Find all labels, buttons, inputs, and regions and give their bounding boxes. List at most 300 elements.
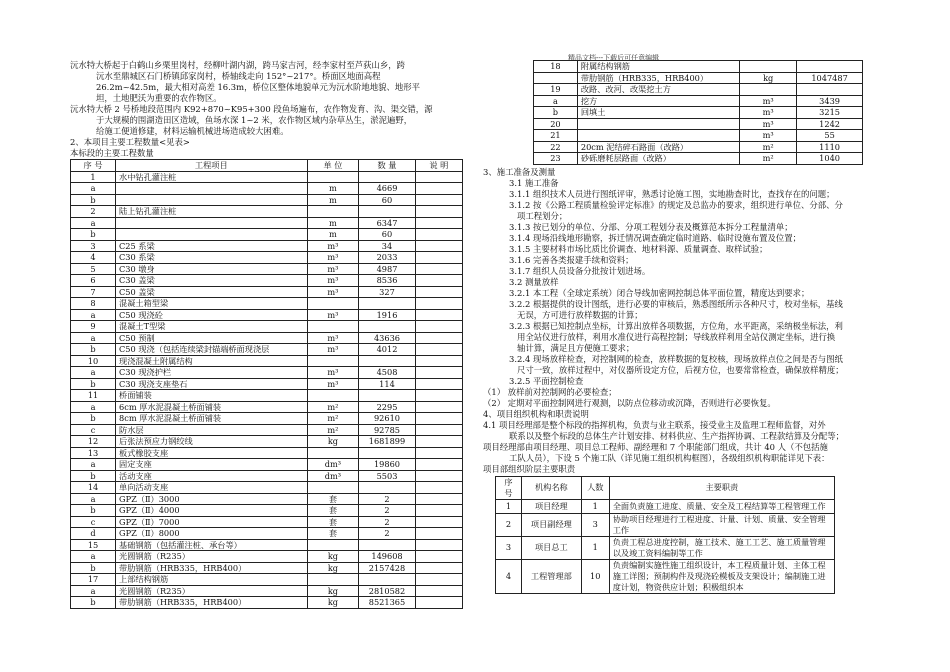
- table-cell: 1242: [797, 118, 863, 130]
- table-cell: 2: [359, 493, 415, 505]
- table-cell: 4508: [359, 367, 415, 379]
- page-header: 精品文档---下载后可任意编辑: [568, 54, 660, 62]
- table-cell: 60: [359, 229, 415, 241]
- text-line: 3.1.7 组织人员设备分批按计划进场。: [509, 265, 651, 276]
- table-cell: [415, 206, 462, 218]
- table-cell: 12: [71, 436, 116, 448]
- table-row: [71, 217, 463, 229]
- table-cell: 8: [71, 298, 116, 310]
- table-row: [71, 194, 463, 206]
- table-cell: b: [71, 378, 116, 390]
- table-cell: [415, 171, 462, 183]
- table-row: [71, 378, 463, 390]
- table-cell: 3439: [797, 95, 863, 107]
- table-cell: m²: [740, 153, 797, 165]
- table-cell: 8cm 厚水泥混凝土桥面铺装: [116, 413, 307, 425]
- table-cell: [116, 183, 307, 195]
- table-cell: C30 现浇支座垫石: [116, 378, 307, 390]
- table-cell: 6347: [359, 217, 415, 229]
- table-cell: [415, 240, 462, 252]
- intro-text: [70, 60, 465, 159]
- table-cell: 23: [534, 153, 578, 165]
- column-header: 主要职责: [609, 476, 834, 499]
- table-cell: m³: [307, 263, 359, 275]
- text-line: 项目部组织阶层主要职责: [483, 463, 576, 474]
- table-cell: [359, 298, 415, 310]
- table-cell: [415, 539, 462, 551]
- table-cell: 6: [71, 275, 116, 287]
- right-column: [483, 60, 883, 594]
- table-cell: a: [71, 183, 116, 195]
- table-row: [71, 309, 463, 321]
- table-cell: kg: [307, 551, 359, 563]
- table-row: [71, 321, 463, 333]
- table-cell: 8536: [359, 275, 415, 287]
- text-line: 用全站仪进行放样，利用水准仪进行高程控制；导线放样利用全站仪测定坐标，进行换: [517, 331, 836, 342]
- text-line: 沅水至鼎城区石门桥镇邱家岗村，桥轴线走向 152°~217°。桥面区地面高程: [96, 71, 381, 81]
- table-cell: m³: [307, 344, 359, 356]
- table-row: [71, 367, 463, 379]
- table-cell: b: [71, 344, 116, 356]
- table-cell: b: [71, 470, 116, 482]
- table-cell: GPZ（Ⅱ）7000: [116, 516, 307, 528]
- text-line: 2、本项目主要工程数量<见表>: [70, 137, 190, 147]
- table-cell: 挖方: [577, 95, 739, 107]
- table-cell: [307, 390, 359, 402]
- table-cell: c: [71, 424, 116, 436]
- table-cell: C30 现浇护栏: [116, 367, 307, 379]
- table-row: [534, 130, 863, 142]
- table-cell: 10: [71, 355, 116, 367]
- table-cell: m: [307, 217, 359, 229]
- table-cell: 带肋钢筋（HRB335，HRB400）: [577, 72, 739, 84]
- table-cell: m: [307, 194, 359, 206]
- table-cell: 22: [534, 141, 578, 153]
- table-cell: [415, 263, 462, 275]
- text-line: 3.1.4 现场沿线地形勘察，拆迁情况调查确定临时道路、临时设施布置及位置；: [509, 232, 801, 243]
- table-cell: 1681899: [359, 436, 415, 448]
- table-cell: 1: [71, 171, 116, 183]
- table-cell: 20: [534, 118, 578, 130]
- table-cell: 固定支座: [116, 459, 307, 471]
- table-row: [534, 107, 863, 119]
- table-cell: C50 现浇砼: [116, 309, 307, 321]
- table-cell: C50 现浇（包括连续梁封锚端桥面现浇层: [116, 344, 307, 356]
- table-cell: a: [71, 401, 116, 413]
- table-cell: kg: [307, 562, 359, 574]
- table-cell: b: [71, 562, 116, 574]
- table-row: [71, 206, 463, 218]
- table-cell: 14: [71, 482, 116, 494]
- table-cell: [415, 378, 462, 390]
- table-cell: kg: [307, 585, 359, 597]
- table-cell: b: [71, 229, 116, 241]
- table-cell: 套: [307, 528, 359, 540]
- table-cell: C30 系梁: [116, 252, 307, 264]
- table-cell: [415, 298, 462, 310]
- table-cell: 项目经理: [521, 499, 581, 513]
- table-row: [71, 298, 463, 310]
- table-cell: 1040: [797, 153, 863, 165]
- table-row: [534, 118, 863, 130]
- column-header: 人数: [581, 476, 609, 499]
- table-cell: C50 预制: [116, 332, 307, 344]
- left-column: [70, 60, 465, 609]
- text-line: 26.2m~42.5m，最大相对高差 16.3m，桥位区整体地貌单元为沅水阶地地貌、地形平: [96, 82, 420, 92]
- table-cell: [307, 447, 359, 459]
- table-cell: [577, 118, 739, 130]
- text-line: 4、项目组织机构和职责说明: [483, 408, 589, 419]
- table-cell: 2157428: [359, 562, 415, 574]
- table-row: [71, 482, 463, 494]
- table-cell: [359, 447, 415, 459]
- text-line: 3.2.2 根据提供的设计图纸，进行必要的审核后，熟悉图纸所示各种尺寸，校对坐标，基线: [509, 298, 843, 309]
- table-row: [71, 447, 463, 459]
- table-cell: 4012: [359, 344, 415, 356]
- table-row: [71, 597, 463, 609]
- table-row: [71, 459, 463, 471]
- table-cell: m: [307, 183, 359, 195]
- table-cell: [415, 321, 462, 333]
- table-cell: [307, 355, 359, 367]
- table-cell: 负责编制实施性施工组织设计，本工程质量计划、主体工程施工详图；预制构件及现浇砼模板及支架设计；编制施工进度计划，物资供应计划；积极组织本: [609, 559, 834, 593]
- table-cell: [415, 562, 462, 574]
- table-cell: 协助项目经理进行工程进度、计量、计划、质量、安全管理工作: [609, 513, 834, 536]
- table-cell: 现浇混凝土附属结构: [116, 355, 307, 367]
- table-cell: 带肋钢筋（HRB335，HRB400）: [116, 597, 307, 609]
- table-cell: 5: [71, 263, 116, 275]
- table-cell: GPZ（Ⅱ）8000: [116, 528, 307, 540]
- table-cell: 水中钻孔灌注桩: [116, 171, 307, 183]
- table-cell: 2: [71, 206, 116, 218]
- table-cell: kg: [307, 597, 359, 609]
- table-cell: 板式橡胶支座: [116, 447, 307, 459]
- table-cell: [116, 229, 307, 241]
- table-row: [71, 562, 463, 574]
- table-cell: kg: [307, 436, 359, 448]
- table-cell: [116, 217, 307, 229]
- table-cell: 8521365: [359, 597, 415, 609]
- table-cell: 光圆钢筋（R235）: [116, 551, 307, 563]
- table-cell: [359, 355, 415, 367]
- table-row: [71, 183, 463, 195]
- text-line: （2） 定期对平面控制网进行观测，以防点位移动或沉降，否则进行必要恢复。: [483, 397, 776, 408]
- table-cell: m³: [307, 378, 359, 390]
- table-cell: [307, 206, 359, 218]
- table-cell: [415, 424, 462, 436]
- table-cell: C30 墩身: [116, 263, 307, 275]
- table-row: [71, 551, 463, 563]
- table-cell: 单向活动支座: [116, 482, 307, 494]
- table-cell: [415, 309, 462, 321]
- table-row: [71, 539, 463, 551]
- table-row: [71, 332, 463, 344]
- table-row: [496, 559, 835, 593]
- table-cell: [415, 401, 462, 413]
- table-cell: a: [71, 332, 116, 344]
- table-cell: dm³: [307, 459, 359, 471]
- table-cell: a: [534, 95, 578, 107]
- table-cell: [415, 551, 462, 563]
- text-line: 3.2.5 平面控制检查: [509, 375, 584, 386]
- table-cell: 327: [359, 286, 415, 298]
- table-cell: 20cm 泥结碎石路面（改路）: [577, 141, 739, 153]
- table-cell: 2: [359, 505, 415, 517]
- table-cell: [307, 171, 359, 183]
- table-cell: 18: [534, 61, 578, 73]
- table-cell: 4: [71, 252, 116, 264]
- table-row: [71, 171, 463, 183]
- table-cell: 后张法预应力钢绞线: [116, 436, 307, 448]
- table-cell: [415, 413, 462, 425]
- text-line: 4.1 项目经理部是整个标段的指挥机构，负责与业主联系，接受业主及监理工程师监督，对外: [483, 419, 826, 430]
- text-line: 沅水特大桥 2 号桥地段范围内 K92+870~K95+300 段鱼场遍布，农作物发育、沟、渠交错，源: [70, 104, 433, 114]
- table-cell: [307, 539, 359, 551]
- table-row: [496, 513, 835, 536]
- table-cell: b: [71, 194, 116, 206]
- table-cell: 1916: [359, 309, 415, 321]
- table-cell: a: [71, 493, 116, 505]
- table-cell: 4: [496, 559, 522, 593]
- table-cell: [415, 344, 462, 356]
- table-row: [534, 84, 863, 96]
- table-cell: m³: [740, 118, 797, 130]
- table-cell: [116, 194, 307, 206]
- text-line: 3.1.2 按《公路工程质量检验评定标准》的规定及总监办的要求，组织进行单位、分部、分: [509, 199, 843, 210]
- table-cell: [307, 321, 359, 333]
- table-cell: 7: [71, 286, 116, 298]
- table-cell: 套: [307, 516, 359, 528]
- table-cell: 6cm 厚水泥混凝土桥面铺装: [116, 401, 307, 413]
- table-cell: [797, 61, 863, 73]
- table-cell: 92610: [359, 413, 415, 425]
- table-cell: [415, 597, 462, 609]
- table-cell: [359, 574, 415, 586]
- text-line: 轴计算，满足且方便施工要求；: [517, 342, 635, 353]
- table-cell: b: [71, 413, 116, 425]
- table-cell: 19860: [359, 459, 415, 471]
- table-row: [534, 61, 863, 73]
- table-cell: 项目副经理: [521, 513, 581, 536]
- table-cell: 1047487: [797, 72, 863, 84]
- table-row: [71, 470, 463, 482]
- table-cell: [577, 130, 739, 142]
- table-cell: 19: [534, 84, 578, 96]
- table-cell: 13: [71, 447, 116, 459]
- table-cell: [740, 61, 797, 73]
- table-cell: 改路、改河、改渠挖土方: [577, 84, 739, 96]
- table-cell: [307, 574, 359, 586]
- table-cell: [415, 482, 462, 494]
- table-cell: [307, 298, 359, 310]
- table-cell: m³: [740, 95, 797, 107]
- table-cell: dm³: [307, 470, 359, 482]
- table-cell: c: [71, 516, 116, 528]
- table-cell: 3: [71, 240, 116, 252]
- table-cell: 43636: [359, 332, 415, 344]
- table-cell: m²: [307, 413, 359, 425]
- table-row: [71, 436, 463, 448]
- table-cell: m: [307, 229, 359, 241]
- table-cell: m³: [307, 309, 359, 321]
- table-cell: 4987: [359, 263, 415, 275]
- table-cell: b: [71, 505, 116, 517]
- table-cell: 混凝土T型梁: [116, 321, 307, 333]
- text-line: 于大规模的围湖造田区造域，鱼场水深 1~2 米，农作物区域内杂草丛生，淤泥遍野，: [96, 115, 413, 125]
- table-cell: m³: [307, 332, 359, 344]
- table-cell: 34: [359, 240, 415, 252]
- text-line: 3.1.1 组织技术人员进行图纸评审，熟悉讨论施工图，实地勘查时比，查找存在的问题；: [509, 188, 835, 199]
- table-cell: d: [71, 528, 116, 540]
- column-header: 序 号: [496, 476, 522, 499]
- table-row: [534, 72, 863, 84]
- table-cell: [740, 84, 797, 96]
- table-row: [71, 516, 463, 528]
- table-row: [534, 95, 863, 107]
- text-line: 3.1 施工准备: [509, 177, 559, 188]
- table-cell: 3: [581, 513, 609, 536]
- table-cell: m³: [307, 367, 359, 379]
- table-cell: [415, 505, 462, 517]
- table-cell: [359, 482, 415, 494]
- table-cell: [415, 574, 462, 586]
- table-cell: 10: [581, 559, 609, 593]
- table-cell: a: [71, 309, 116, 321]
- table-cell: 15: [71, 539, 116, 551]
- table-row: [71, 263, 463, 275]
- text-line: 本标段的主要工程数量: [70, 148, 154, 158]
- column-header: 单 位: [307, 160, 359, 172]
- text-line: 3.2.3 根据已知控制点坐标，计算出放样各项数据，方位角，水平距离，采纳极坐标法，利: [509, 320, 843, 331]
- table-cell: 3215: [797, 107, 863, 119]
- table-cell: 2: [496, 513, 522, 536]
- table-cell: [415, 183, 462, 195]
- table-row: [71, 390, 463, 402]
- table-cell: m³: [307, 275, 359, 287]
- table-cell: GPZ（Ⅱ）4000: [116, 505, 307, 517]
- table-cell: 套: [307, 493, 359, 505]
- table-cell: m²: [740, 141, 797, 153]
- table-cell: a: [71, 585, 116, 597]
- table-cell: m³: [307, 240, 359, 252]
- table-cell: 桥面铺装: [116, 390, 307, 402]
- table-cell: 1: [581, 536, 609, 559]
- table-row: [71, 344, 463, 356]
- table-cell: [415, 585, 462, 597]
- table-cell: 9: [71, 321, 116, 333]
- table-cell: GPZ（Ⅱ）3000: [116, 493, 307, 505]
- table-cell: 套: [307, 505, 359, 517]
- table-cell: [415, 252, 462, 264]
- table-cell: [415, 470, 462, 482]
- text-line: 3.1.3 按已划分的单位、分部、分项工程划分表及概算范本拆分工程量清单；: [509, 221, 793, 232]
- table-cell: [415, 459, 462, 471]
- column-header: 序 号: [71, 160, 116, 172]
- text-line: 无误，方可进行放样数据的计算；: [517, 309, 643, 320]
- table-cell: [359, 171, 415, 183]
- table-cell: 全面负责施工进度、质量、安全及工程结算等工程管理工作: [609, 499, 834, 513]
- table-cell: 陆上钻孔灌注桩: [116, 206, 307, 218]
- table-row: [496, 536, 835, 559]
- table-cell: [415, 229, 462, 241]
- table-cell: 1110: [797, 141, 863, 153]
- table-cell: 149608: [359, 551, 415, 563]
- table-cell: 工程管理部: [521, 559, 581, 593]
- table-row: [534, 141, 863, 153]
- table-cell: 项目总工: [521, 536, 581, 559]
- table-row: [71, 424, 463, 436]
- column-header: 工程项目: [116, 160, 307, 172]
- table-row: [71, 252, 463, 264]
- text-line: 3、施工准备及测量: [483, 166, 556, 177]
- table-row: [71, 275, 463, 287]
- table-cell: a: [71, 367, 116, 379]
- table-cell: 2810582: [359, 585, 415, 597]
- table-cell: 2: [359, 516, 415, 528]
- text-line: （1） 放样前对控制网的必要检查；: [483, 386, 617, 397]
- table-cell: 21: [534, 130, 578, 142]
- text-line: 3.2 测量放样: [509, 276, 559, 287]
- table-cell: [797, 84, 863, 96]
- table-cell: 活动支座: [116, 470, 307, 482]
- table-row: [71, 493, 463, 505]
- table-cell: m³: [307, 252, 359, 264]
- table-row: [71, 286, 463, 298]
- text-line: 尺寸一致，放样过程中，对仪器所设定方位，后视方位，也要常常检查，确保放样精度；: [517, 364, 844, 375]
- table-row: [71, 229, 463, 241]
- table-cell: [415, 447, 462, 459]
- table-cell: a: [71, 459, 116, 471]
- table-cell: 带肋钢筋（HRB335，HRB400）: [116, 562, 307, 574]
- table-cell: [415, 355, 462, 367]
- column-header: 说 明: [415, 160, 462, 172]
- quantity-table-continued: [533, 60, 863, 165]
- table-cell: 1: [581, 499, 609, 513]
- table-cell: [415, 516, 462, 528]
- text-line: 3.1.5 主要材料市场比质比价调查、地材料源、质量调查、取样试验；: [509, 243, 768, 254]
- column-header: 机构名称: [521, 476, 581, 499]
- table-cell: [415, 528, 462, 540]
- table-cell: [359, 321, 415, 333]
- table-cell: 光圆钢筋（R235）: [116, 585, 307, 597]
- table-cell: 混凝土箱型梁: [116, 298, 307, 310]
- table-cell: [415, 275, 462, 287]
- table-row: [496, 499, 835, 513]
- table-cell: 60: [359, 194, 415, 206]
- table-cell: a: [71, 217, 116, 229]
- text-line: 联系以及整个标段的总体生产计划安排、材料供应、生产指挥协调、工程款结算及分配等；: [509, 430, 844, 441]
- text-line: 3.2.1 本工程（全球定系统）闭合导线加密网控制总体平面位置，精度达到要求；: [509, 287, 810, 298]
- table-cell: [415, 436, 462, 448]
- duty-table: [495, 476, 835, 594]
- table-cell: [415, 390, 462, 402]
- table-cell: 114: [359, 378, 415, 390]
- text-line: 项目经理部由项目经理、项目总工程师、副经理和 7 个职能部门组成，共计 40 人（不包括施: [483, 441, 828, 452]
- table-cell: [359, 539, 415, 551]
- text-line: 沅水特大桥起于白鹤山乡栗里岗村，经柳叶湖内湖，跨马家吉河，经李家村至芦荻山乡，跨: [70, 60, 405, 70]
- text-line: 给施工便道修建，材料运输机械进场造成较大困难。: [96, 126, 289, 136]
- table-cell: a: [71, 551, 116, 563]
- table-cell: kg: [740, 72, 797, 84]
- table-cell: 防水层: [116, 424, 307, 436]
- table-cell: [415, 286, 462, 298]
- table-cell: 55: [797, 130, 863, 142]
- table-row: [534, 153, 863, 165]
- table-row: [71, 413, 463, 425]
- table-row: [71, 240, 463, 252]
- quantity-table: [70, 159, 463, 609]
- text-line: 工队人员），下设 5 个施工队（详见施工组织机构框图），各级组织机构职能详见下表：: [509, 452, 830, 463]
